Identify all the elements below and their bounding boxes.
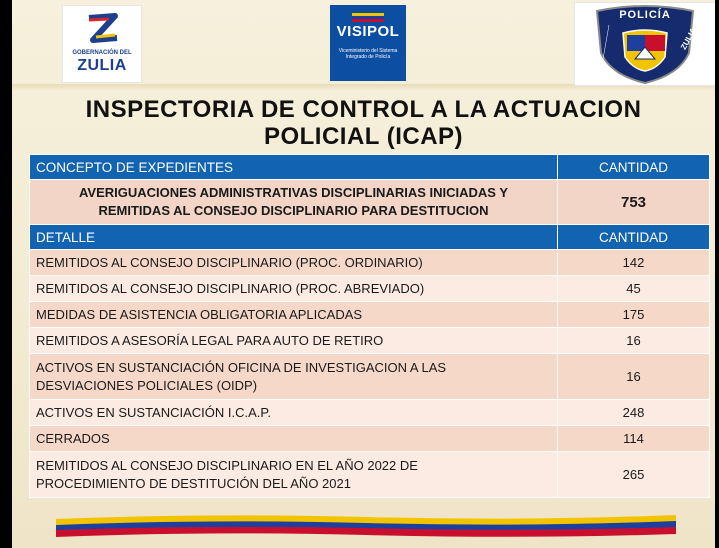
row-description-line1: ACTIVOS EN SUSTANCIACIÓN OFICINA DE INVESTIGACION A LAS <box>36 359 447 375</box>
row-quantity: 45 <box>558 276 710 302</box>
table-row <box>30 276 710 302</box>
row-quantity: 265 <box>558 452 710 498</box>
summary-line2: REMITIDAS AL CONSEJO DISCIPLINARIO PARA DESTITUCION <box>98 203 489 218</box>
slide <box>12 0 715 548</box>
visipol-logo <box>330 5 406 81</box>
summary-description <box>30 180 558 225</box>
row-description: CERRADOS <box>30 426 558 452</box>
policia-bolivariana-zulia-logo <box>574 2 715 86</box>
header-concept: CONCEPTO DE EXPEDIENTES <box>30 155 558 180</box>
logo-policia-right: ZULIA <box>679 26 699 52</box>
header-detail-quantity: CANTIDAD <box>558 225 710 250</box>
row-quantity: 114 <box>558 426 710 452</box>
row-quantity: 16 <box>558 328 710 354</box>
row-description: REMITIDOS AL CONSEJO DISCIPLINARIO (PROC. ABREVIADO) <box>30 276 558 302</box>
header-quantity: CANTIDAD <box>558 155 710 180</box>
table-row <box>30 426 710 452</box>
row-quantity: 175 <box>558 302 710 328</box>
summary-quantity: 753 <box>558 180 710 225</box>
row-description-line2: DESVIACIONES POLICIALES (OIDP) <box>36 377 258 393</box>
table-row <box>30 250 710 276</box>
table-header-concept-row <box>30 155 710 180</box>
table-row <box>30 302 710 328</box>
header-detail: DETALLE <box>30 225 558 250</box>
logo-zulia-line1: GOBERNACIÓN DEL <box>72 50 132 56</box>
page-title-line2: POLICIAL (ICAP) <box>263 123 464 150</box>
page-title-line1: INSPECTORIA DE CONTROL A LA ACTUACION <box>85 96 642 123</box>
logo-zulia-line2: ZULIA <box>77 57 127 74</box>
logo-policia-left: BOLIVARIANA <box>579 41 600 82</box>
row-description <box>30 354 558 400</box>
table-row <box>30 354 710 400</box>
summary-line1: AVERIGUACIONES ADMINISTRATIVAS DISCIPLINARIAS INICIADAS Y <box>78 185 509 200</box>
table-row <box>30 400 710 426</box>
row-description-line2: PROCEDIMIENTO DE DESTITUCIÓN DEL AÑO 2021 <box>36 475 351 491</box>
table-row <box>30 452 710 498</box>
row-description-line1: REMITIDOS AL CONSEJO DISCIPLINARIO EN EL AÑO 2022 DE <box>36 457 418 473</box>
row-description: ACTIVOS EN SUSTANCIACIÓN I.C.A.P. <box>30 400 558 426</box>
expedientes-table <box>29 154 710 498</box>
page-title <box>12 96 715 150</box>
flag-stripe-decoration <box>56 511 676 537</box>
row-description: REMITIDOS AL CONSEJO DISCIPLINARIO (PROC. ORDINARIO) <box>30 250 558 276</box>
table-row <box>30 328 710 354</box>
logo-policia-top: POLICÍA <box>619 9 671 21</box>
row-description: REMITIDOS A ASESORÍA LEGAL PARA AUTO DE RETIRO <box>30 328 558 354</box>
row-description: MEDIDAS DE ASISTENCIA OBLIGATORIA APLICADAS <box>30 302 558 328</box>
row-quantity: 142 <box>558 250 710 276</box>
gobernacion-zulia-logo <box>62 5 142 83</box>
visipol-title: VISIPOL <box>336 23 400 40</box>
row-description <box>30 452 558 498</box>
zulia-emblem-icon <box>63 6 141 50</box>
visipol-subtitle: Viceministerio del Sistema Integrado de Policía <box>338 48 398 60</box>
summary-row <box>30 180 710 225</box>
row-quantity: 248 <box>558 400 710 426</box>
table-header-detail-row <box>30 225 710 250</box>
row-quantity: 16 <box>558 354 710 400</box>
